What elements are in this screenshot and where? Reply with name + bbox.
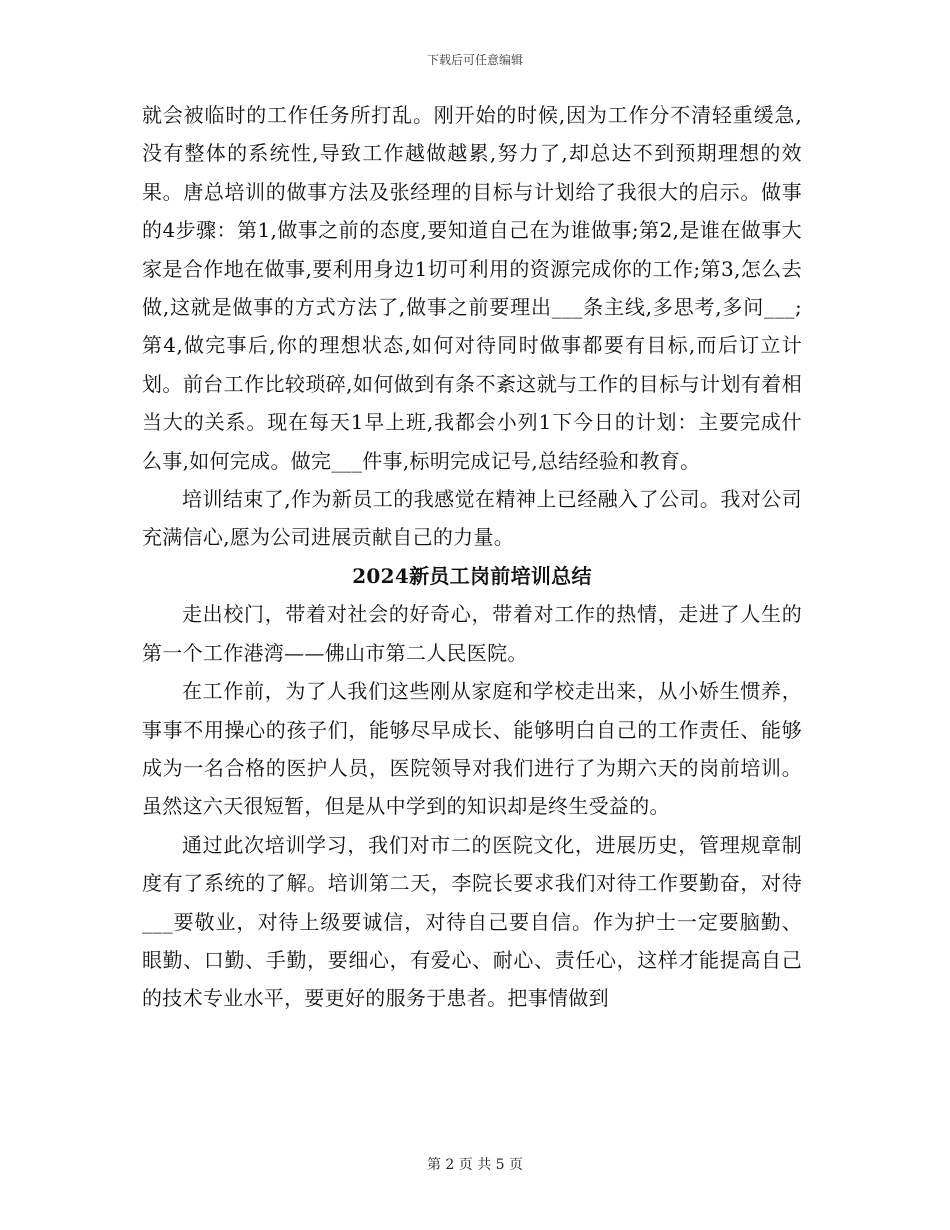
paragraph-training-study: 通过此次培训学习，我们对市二的医院文化，进展历史，管理规章制度有了系统的了解。培训第二天，李院长要求我们对待工作要勤奋，对待___要敬业，对待上级要诚信，对待自己要自信。作为护士一定要脑勤、眼勤、口勤、手勤，要细心，有爱心、耐心、责任心，这样才能提高自己的技术专业水平，要更好的服务于患者。把事情做到 xyxy=(142,832,802,1011)
page-number: 第 2 页 共 5 页 xyxy=(426,1157,524,1173)
paragraph-before-work: 在工作前，为了人我们这些刚从家庭和学校走出来，从小娇生惯养，事事不用操心的孩子们，能够尽早成长、能够明白自己的工作责任、能够成为一名合格的医护人员，医院领导对我们进行了为期六天的岗前培训。虽然这六天很短暂，但是从中学到的知识却是终生受益的。 xyxy=(142,679,802,819)
paragraph-training-end: 培训结束了,作为新员工的我感觉在精神上已经融入了公司。我对公司充满信心,愿为公司进展贡献自己的力量。 xyxy=(142,487,802,550)
section-heading: 2024新员工岗前培训总结 xyxy=(352,563,592,588)
page-header: 下载后可任意编辑 xyxy=(426,53,523,67)
paragraph-intro: 走出校门，带着对社会的好奇心，带着对工作的热情，走进了人生的第一个工作港湾——佛山市第二人民医院。 xyxy=(142,602,802,665)
paragraph-continued: 就会被临时的工作任务所打乱。刚开始的时候,因为工作分不清轻重缓急,没有整体的系统性,导致工作越做越累,努力了,却总达不到预期理想的效果。唐总培训的做事方法及张经理的目标与计划给了我很大的启示。做事的4步骤：第1,做事之前的态度,要知道自己在为谁做事;第2,是谁在做事大家是合作地在做事,要利用身边1切可利用的资源完成你的工作;第3,怎么去做,这就是做事的方式方法了,做事之前要理出___条主线,多思考,多问___;第4,做完事后,你的理想状态,如何对待同时做事都要有目标,而后订立计划。前台工作比较琐碎,如何做到有条不紊这就与工作的目标与计划有着相当大的关系。现在每天1早上班,我都会小列1下今日的计划：主要完成什么事,如何完成。做完___件事,标明完成记号,总结经验和教育。 xyxy=(142,103,802,473)
document-body xyxy=(142,96,802,1018)
